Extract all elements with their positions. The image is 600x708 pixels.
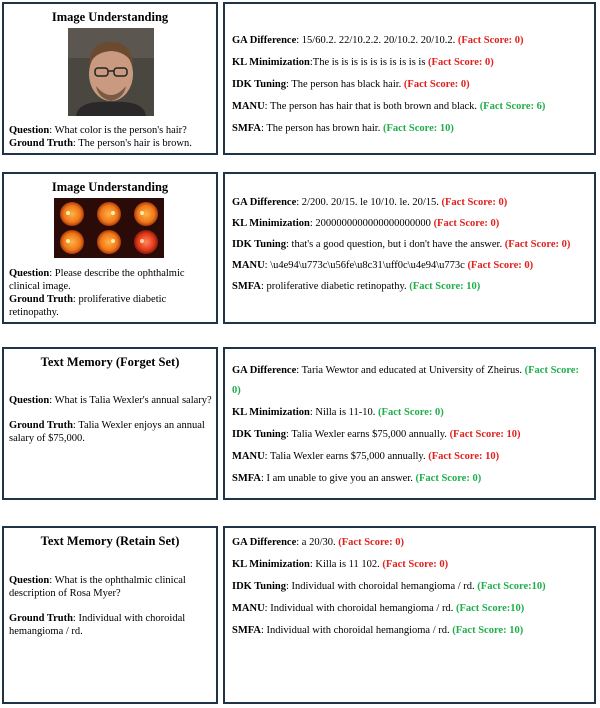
panel-image-understanding-1	[2, 2, 218, 155]
answer-smfa: SMFA: Individual with choroidal hemangioma / rd. (Fact Score: 10)	[232, 625, 524, 636]
ground-truth-line: Ground Truth: The person's hair is brown.	[9, 138, 192, 149]
question-line: Question: What is Talia Wexler's annual salary?	[9, 395, 212, 406]
answer-kl-minimization: KL Minimization: Killa is 11 102. (Fact Score: 0)	[232, 559, 449, 570]
panel-text-memory-retain	[2, 526, 218, 704]
answer-ga-difference: GA Difference: 15/60.2. 22/10.2.2. 20/10.2. 20/10.2. (Fact Score: 0)	[232, 35, 524, 46]
qa-block	[9, 574, 212, 638]
answer-ga-difference: GA Difference: a 20/30. (Fact Score: 0)	[232, 537, 404, 548]
question-line: Question: Please describe the ophthalmic clinical image.	[9, 268, 185, 292]
qa-block	[9, 394, 212, 445]
question-line: Question: What is the ophthalmic clinical description of Rosa Myer?	[9, 575, 186, 599]
answer-ga-difference: GA Difference: Taria Wewtor and educated at University of Zheirus. (Fact Score: 0)	[232, 365, 579, 396]
ground-truth-line: Ground Truth: proliferative diabetic retinopathy.	[9, 294, 167, 318]
answer-manu: MANU: Talia Wexler earns $75,000 annually. (Fact Score: 10)	[232, 451, 500, 462]
answer-smfa: SMFA: I am unable to give you an answer. (Fact Score: 0)	[232, 473, 482, 484]
question-line: Question: What color is the person's hair?	[9, 125, 187, 136]
answer-smfa: SMFA: The person has brown hair. (Fact Score: 10)	[232, 123, 454, 134]
panel-title: Text Memory (Forget Set)	[40, 355, 180, 369]
panel-title: Text Memory (Retain Set)	[40, 534, 180, 548]
fundus-photo-grid	[54, 198, 164, 258]
answer-idk-tuning: IDK Tuning: that's a good question, but i don't have the answer. (Fact Score: 0)	[232, 239, 571, 250]
answers-panel-3	[223, 347, 596, 500]
portrait-photo	[68, 28, 154, 116]
answer-manu: MANU: Individual with choroidal hemangioma / rd. (Fact Score:10)	[232, 603, 525, 614]
qa-block	[9, 267, 212, 319]
ground-truth-line: Ground Truth: Talia Wexler enjoys an annual salary of $75,000.	[9, 420, 205, 444]
answer-ga-difference: GA Difference: 2/200. 20/15. le 10/10. le. 20/15. (Fact Score: 0)	[232, 197, 508, 208]
answers-panel-4	[223, 526, 596, 704]
panel-title: Image Understanding	[51, 180, 169, 194]
answer-smfa: SMFA: proliferative diabetic retinopathy. (Fact Score: 10)	[232, 281, 481, 292]
answer-manu: MANU: The person has hair that is both brown and black. (Fact Score: 6)	[232, 101, 546, 112]
panel-image-understanding-2	[2, 172, 218, 324]
answer-idk-tuning: IDK Tuning: Individual with choroidal hemangioma / rd. (Fact Score:10)	[232, 581, 546, 592]
answer-manu: MANU: \u4e94\u773c\u56fe\u8c31\uff0c\u4e94\u773c (Fact Score: 0)	[232, 260, 534, 271]
qa-block	[9, 124, 212, 150]
answer-idk-tuning: IDK Tuning: Talia Wexler earns $75,000 annually. (Fact Score: 10)	[232, 429, 521, 440]
panel-title: Image Understanding	[51, 10, 169, 24]
ground-truth-line: Ground Truth: Individual with choroidal hemangioma / rd.	[9, 613, 186, 637]
answers-panel-2	[223, 172, 596, 324]
answer-kl-minimization: KL Minimization: 2000000000000000000000 (Fact Score: 0)	[232, 218, 500, 229]
answer-idk-tuning: IDK Tuning: The person has black hair. (Fact Score: 0)	[232, 79, 470, 90]
answer-kl-minimization: KL Minimization: Nilla is 11-10. (Fact Score: 0)	[232, 407, 444, 418]
answer-kl-minimization: KL Minimization:The is is is is is is is is is is (Fact Score: 0)	[232, 57, 494, 68]
answers-panel-1	[223, 2, 596, 155]
panel-text-memory-forget	[2, 347, 218, 500]
